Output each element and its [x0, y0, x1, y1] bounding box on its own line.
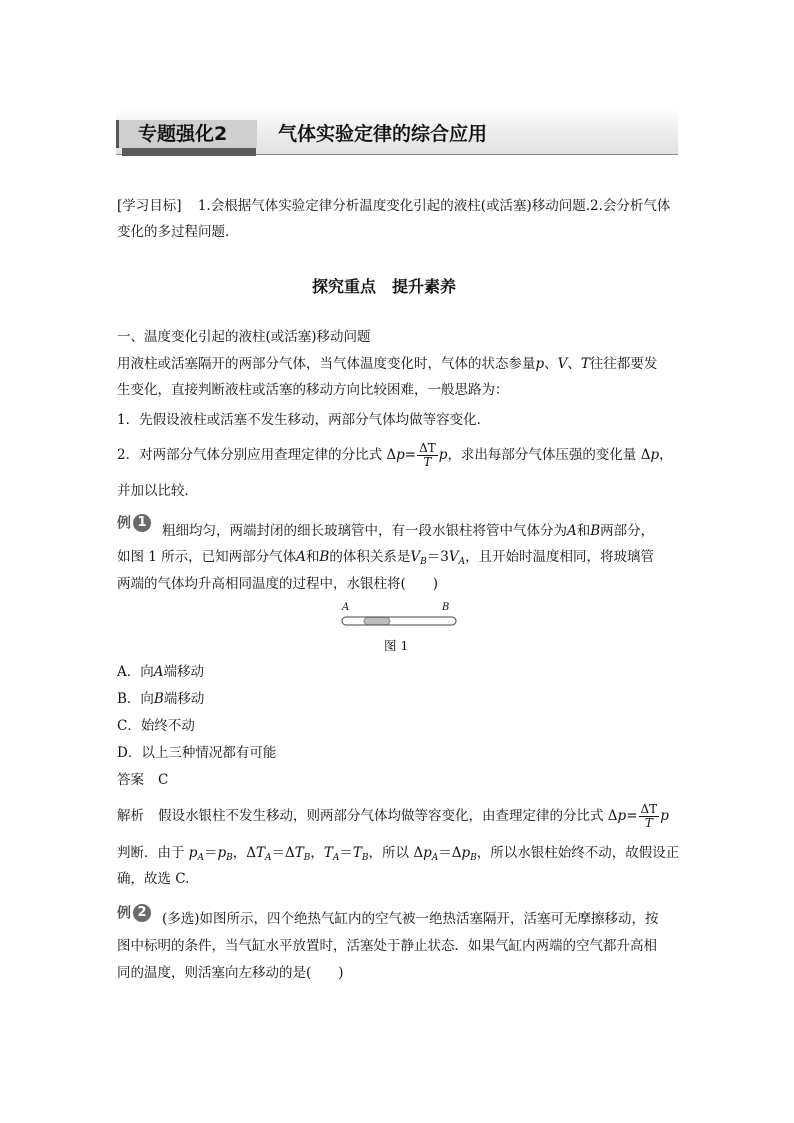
answer-label: 答案 — [117, 772, 144, 788]
answer-value: C — [158, 772, 169, 788]
mercury-column — [364, 618, 390, 625]
topic1-step-2: 2．对两部分气体分别应用查理定律的分比式 Δp= $\frac{\Delta T}{T}$ p，求出每部分气体压强的变化量 Δp， — [117, 441, 673, 469]
topic1-line-2: 生变化，直接判断液柱或活塞的移动方向比较困难，一般思路为： — [117, 382, 509, 398]
var-p: p — [535, 356, 545, 372]
topic-badge-label: 专题强化2 — [138, 123, 228, 145]
example1-question-3: 两端的气体均升高相同温度的过程中，水银柱将( ) — [117, 576, 439, 592]
var-V: V — [557, 356, 568, 372]
example1-question-1: 粗细均匀，两端封闭的细长玻璃管中，有一段水银柱将管中气体分为A和B两部分， — [162, 523, 655, 539]
glass-tube — [342, 617, 456, 625]
figure-1 — [340, 602, 460, 662]
objectives-text-1: 1.会根据气体实验定律分析温度变化引起的液柱(或活塞)移动问题.2.会分析气体 — [197, 198, 671, 214]
topic1-step-3: 并加以比较． — [117, 483, 198, 499]
objectives-label: [学习目标] — [117, 198, 182, 214]
option-b[interactable]: B．向B端移动 — [117, 691, 205, 707]
var-T: T — [580, 356, 590, 372]
answer-line — [117, 770, 168, 790]
example-number-icon: 1 — [133, 514, 151, 532]
tube-end-b-label: B — [442, 602, 450, 613]
figure-caption: 图 1 — [384, 638, 409, 653]
topic1-step-1: 1．先假设液柱或活塞不发生移动，两部分气体均做等容变化． — [117, 412, 491, 428]
example-number-icon: 2 — [133, 904, 151, 922]
objectives-line-1 — [117, 196, 670, 216]
analysis-line-2: 判断．由于 $p_A=p_B$，$\Delta T_A=\Delta T_B$，$T_A=T_B$，所以 $\Delta p_A=\Delta p_B$，所以水银柱始终不动，故假设正 — [117, 845, 680, 863]
analysis-line-3: 确，故选 C. — [117, 871, 190, 887]
glass-tube-diagram — [340, 614, 460, 628]
header-banner — [116, 108, 678, 156]
charles-fraction: $\frac{\Delta T}{T}$ — [419, 441, 436, 469]
example2-question-2: 图中标明的条件，当气缸水平放置时，活塞处于静止状态．如果气缸内两端的空气都升高相 — [117, 938, 657, 954]
option-a[interactable]: A．向A端移动 — [117, 664, 204, 680]
example2-question-1: (多选)如图所示，四个绝热气缸内的空气被一绝热活塞隔开，活塞可无摩擦移动，按 — [162, 911, 659, 927]
example1-badge — [117, 512, 151, 532]
example-label: 例 — [117, 905, 131, 922]
option-c[interactable]: C．始终不动 — [117, 718, 195, 734]
objectives-line-2: 变化的多过程问题． — [117, 224, 239, 240]
section-heading: 探究重点 提升素养 — [312, 277, 457, 296]
topic1-line-1: 用液柱或活塞隔开的两部分气体，当气体温度变化时，气体的状态参量p、V、T往往都要发 — [117, 356, 658, 372]
option-d[interactable]: D．以上三种情况都有可能 — [117, 745, 277, 761]
example-label: 例 — [117, 515, 131, 532]
analysis-line-1: 解析 假设水银柱不发生移动，则两部分气体均做等容变化，由查理定律的分比式 Δp= $\frac{\Delta T}{T}$ p — [117, 802, 669, 830]
example1-question-2: 如图 1 所示，已知两部分气体A和B的体积关系是$V_B=3V_A$，且开始时温度相同，将玻璃管 — [117, 549, 655, 567]
example2-question-3: 同的温度，则活塞向左移动的是( ) — [117, 965, 344, 981]
page-title: 气体实验定律的综合应用 — [278, 123, 488, 145]
analysis-label: 解析 — [117, 808, 144, 824]
analysis-fraction: $\frac{\Delta T}{T}$ — [640, 802, 658, 830]
topic1-title: 一、温度变化引起的液柱(或活塞)移动问题 — [117, 329, 371, 345]
tube-end-a-label: A — [342, 602, 350, 613]
example2-badge — [117, 902, 151, 922]
